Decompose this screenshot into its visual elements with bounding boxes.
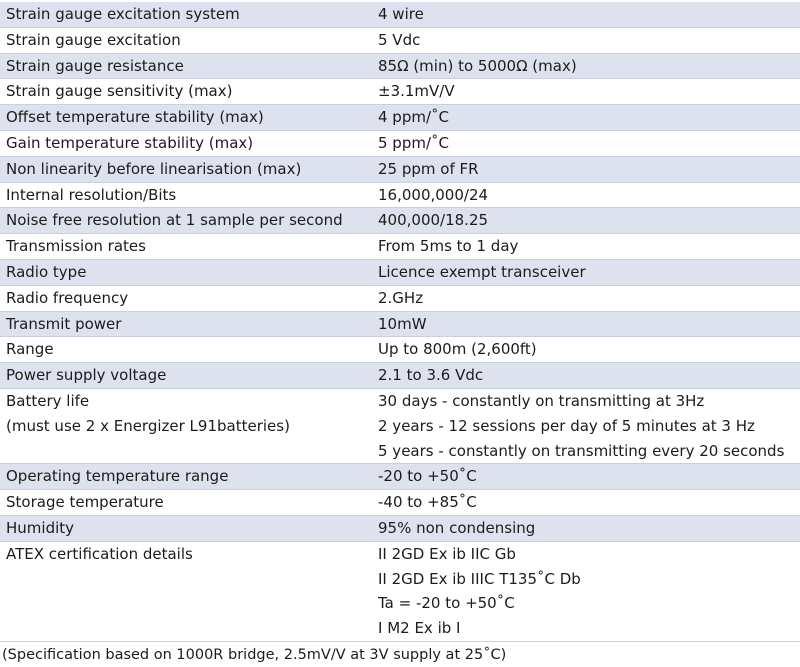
spec-value-line: 25 ppm of FR — [378, 159, 479, 178]
spec-row — [0, 131, 800, 157]
spec-value — [369, 131, 800, 156]
spec-value-line: Licence exempt transceiver — [378, 262, 586, 281]
spec-value — [369, 54, 800, 79]
spec-row — [0, 260, 800, 286]
spec-value-line: 2.1 to 3.6 Vdc — [378, 366, 484, 385]
spec-row — [0, 2, 800, 28]
spec-label-line: Range — [6, 340, 54, 359]
spec-value — [369, 337, 800, 362]
spec-row — [0, 389, 800, 464]
spec-value — [369, 464, 800, 489]
spec-value-line: -20 to +50˚C — [378, 467, 477, 486]
spec-label — [0, 542, 369, 641]
spec-row — [0, 490, 800, 516]
spec-label — [0, 157, 369, 182]
spec-value-line: 5 Vdc — [378, 30, 421, 49]
spec-value-line: 400,000/18.25 — [378, 211, 489, 230]
spec-value — [369, 363, 800, 388]
spec-value — [369, 490, 800, 515]
spec-label-line: Power supply voltage — [6, 366, 167, 385]
spec-value — [369, 183, 800, 208]
spec-row — [0, 208, 800, 234]
spec-value — [369, 286, 800, 311]
spec-row — [0, 79, 800, 105]
spec-value — [369, 208, 800, 233]
spec-value-line: 10mW — [378, 314, 427, 333]
spec-value — [369, 105, 800, 130]
spec-label — [0, 260, 369, 285]
spec-label — [0, 105, 369, 130]
spec-value-line: 2.GHz — [378, 288, 424, 307]
spec-label — [0, 79, 369, 104]
spec-value-line: 5 ppm/˚C — [378, 133, 449, 152]
spec-table — [0, 2, 800, 642]
spec-value-line: Up to 800m (2,600ft) — [378, 340, 537, 359]
spec-value — [369, 234, 800, 259]
spec-value-line: 4 ppm/˚C — [378, 108, 449, 127]
spec-label — [0, 208, 369, 233]
spec-label — [0, 337, 369, 362]
spec-value-line: ±3.1mV/V — [378, 82, 455, 101]
spec-label-line: Offset temperature stability (max) — [6, 108, 264, 127]
spec-label-line: Transmission rates — [6, 237, 146, 256]
spec-label-line: Strain gauge sensitivity (max) — [6, 82, 233, 101]
spec-label-line: Strain gauge excitation — [6, 30, 181, 49]
footnote: (Specification based on 1000R bridge, 2.5mV/V at 3V supply at 25˚C) — [2, 647, 507, 663]
spec-value-line: 30 days - constantly on transmitting at 3Hz — [378, 391, 705, 410]
spec-label — [0, 389, 369, 463]
spec-value-line: 5 years - constantly on transmitting every 20 seconds — [378, 441, 785, 460]
spec-label-line: Strain gauge excitation system — [6, 5, 240, 23]
spec-value — [369, 79, 800, 104]
spec-label — [0, 2, 369, 27]
spec-label — [0, 490, 369, 515]
spec-label-line: Humidity — [6, 518, 75, 537]
spec-value-line: 95% non condensing — [378, 518, 536, 537]
spec-value — [369, 260, 800, 285]
spec-label-line: Internal resolution/Bits — [6, 185, 177, 204]
spec-label-line: Transmit power — [6, 314, 122, 333]
spec-label — [0, 286, 369, 311]
spec-value-line: 16,000,000/24 — [378, 185, 489, 204]
spec-value-line: 85Ω (min) to 5000Ω (max) — [378, 56, 577, 75]
spec-row — [0, 54, 800, 80]
spec-row — [0, 157, 800, 183]
spec-row — [0, 363, 800, 389]
spec-row — [0, 28, 800, 54]
spec-label — [0, 363, 369, 388]
spec-label-line: Strain gauge resistance — [6, 56, 184, 75]
spec-value — [369, 389, 800, 463]
spec-value — [369, 2, 800, 27]
spec-label-line: Operating temperature range — [6, 467, 229, 486]
spec-label-line: Gain temperature stability (max) — [6, 133, 254, 152]
spec-value — [369, 157, 800, 182]
spec-value-line: From 5ms to 1 day — [378, 237, 519, 256]
spec-label-line: (must use 2 x Energizer L91batteries) — [6, 416, 290, 435]
spec-label-line: Radio frequency — [6, 288, 129, 307]
spec-label — [0, 516, 369, 541]
spec-value — [369, 312, 800, 337]
spec-label — [0, 28, 369, 53]
spec-label — [0, 234, 369, 259]
spec-label — [0, 183, 369, 208]
spec-label-line: ATEX certification details — [6, 544, 193, 563]
spec-value-line: 4 wire — [378, 5, 424, 23]
spec-label — [0, 312, 369, 337]
spec-label — [0, 464, 369, 489]
spec-value — [369, 28, 800, 53]
spec-value — [369, 516, 800, 541]
spec-label-line: Battery life — [6, 391, 90, 410]
spec-row — [0, 337, 800, 363]
spec-value — [369, 542, 800, 641]
spec-label-line: Storage temperature — [6, 493, 164, 512]
spec-label-line: Noise free resolution at 1 sample per second — [6, 211, 343, 230]
spec-value-line: II 2GD Ex ib IIIC T135˚C Db — [378, 569, 581, 588]
spec-label-line: Non linearity before linearisation (max) — [6, 159, 302, 178]
spec-row — [0, 105, 800, 131]
spec-value-line: -40 to +85˚C — [378, 493, 477, 512]
spec-value-line: 2 years - 12 sessions per day of 5 minutes at 3 Hz — [378, 416, 755, 435]
spec-label — [0, 131, 369, 156]
spec-label — [0, 54, 369, 79]
spec-value-line: I M2 Ex ib I — [378, 619, 461, 638]
spec-value-line: Ta = -20 to +50˚C — [378, 594, 515, 613]
spec-value-line: II 2GD Ex ib IIC Gb — [378, 544, 516, 563]
spec-row — [0, 516, 800, 542]
spec-row — [0, 312, 800, 338]
spec-row — [0, 464, 800, 490]
spec-row — [0, 183, 800, 209]
spec-row — [0, 234, 800, 260]
spec-row — [0, 286, 800, 312]
spec-label-line: Radio type — [6, 262, 87, 281]
spec-row — [0, 542, 800, 642]
